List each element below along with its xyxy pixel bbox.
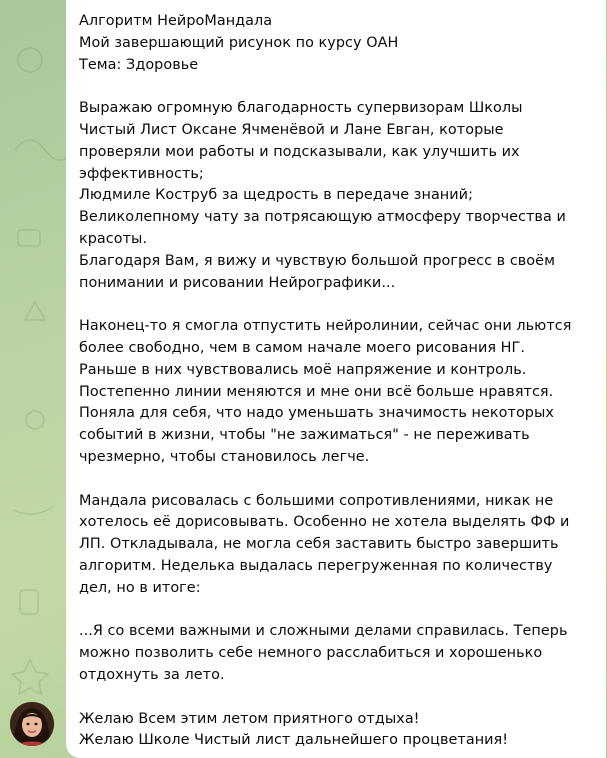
message-bubble [66, 0, 606, 758]
message-line: отдохнуть за лето. [79, 666, 225, 683]
message-line: Мой завершающий рисунок по курсу ОАН [79, 34, 399, 51]
message-line: Наконец-то я смогла отпустить нейролинии, сейчас они льются [79, 318, 572, 335]
message-line: красоты. [79, 230, 148, 247]
avatar-portrait-icon [10, 702, 54, 746]
message-line: Тема: Здоровье [79, 56, 199, 73]
message-line: Людмиле Коструб за щедрость в передаче знаний; [79, 187, 473, 204]
message-line: Раньше в них чувствовались моё напряжение и контроль. [79, 361, 527, 378]
message-line: можно позволить себе немного расслабиться и хорошенько [79, 645, 543, 662]
message-line: ...Я со всеми важными и сложными делами справилась. Теперь [79, 623, 568, 640]
message-line: Алгоритм НейроМандала [79, 13, 273, 29]
message-line: ЛП. Откладывала, не могла себя заставить быстро завершить [79, 536, 559, 553]
message-line [79, 469, 592, 491]
message-line: Мандала рисовалась с большими сопротивлениями, никак не [79, 492, 554, 509]
message-line: алгоритм. Неделька выдалась перегруженная по количеству [79, 557, 553, 574]
message-text [79, 11, 592, 752]
message-line: проверяли мои работы и подсказывали, как улучшить их [79, 143, 520, 160]
message-line [79, 687, 592, 709]
message-line: событий в жизни, чтобы "не зажиматься" - не переживать [79, 427, 530, 444]
message-line [79, 76, 592, 98]
message-line: дел, но в итоге: [79, 579, 201, 596]
message-line [79, 294, 592, 316]
message-line: Благодаря Вам, я вижу и чувствую большой прогресс в своём [79, 252, 555, 269]
message-line: Чистый Лист Оксане Ячменёвой и Лане Евган, которые [79, 121, 504, 138]
message-line: понимании и рисовании Нейрографики... [79, 274, 396, 291]
message-line [79, 600, 592, 622]
message-line: чрезмерно, чтобы становилось легче. [79, 448, 370, 465]
user-avatar[interactable] [10, 702, 54, 746]
message-line: Желаю Школе Чистый лист дальнейшего процветания! [79, 732, 509, 749]
message-line: эффективность; [79, 165, 204, 182]
message-line: Поняла для себя, что надо уменьшать значимость некоторых [79, 405, 554, 422]
message-line: Желаю Всем этим летом приятного отдыха! [79, 710, 420, 727]
message-line: более свободно, чем в самом начале моего рисования НГ. [79, 339, 526, 356]
message-line: Великолепному чату за потрясающую атмосферу творчества и [79, 209, 566, 226]
message-line: хотелось её дорисовывать. Особенно не хотела выделять ФФ и [79, 514, 570, 531]
message-line: Выражаю огромную благодарность супервизорам Школы [79, 100, 523, 117]
message-line: Постепенно линии меняются и мне они всё больше нравятся. [79, 383, 554, 400]
